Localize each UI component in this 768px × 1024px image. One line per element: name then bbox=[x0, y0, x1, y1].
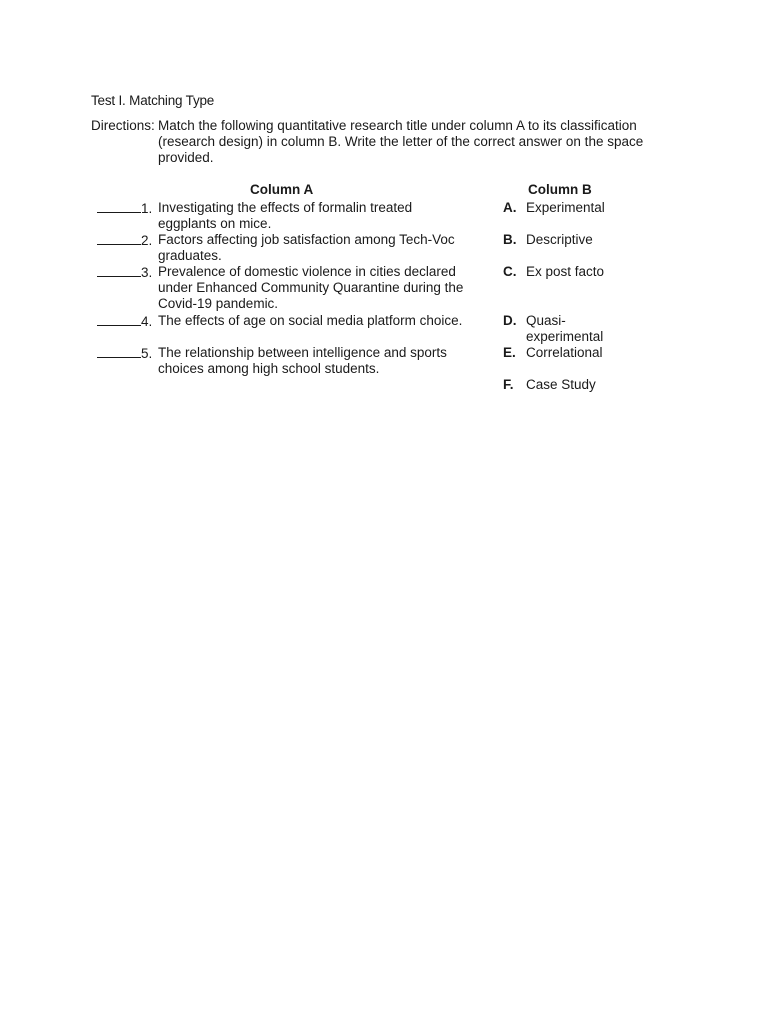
directions-line: provided. bbox=[158, 150, 214, 165]
directions-label: Directions: bbox=[91, 118, 155, 133]
answer-blank[interactable] bbox=[97, 232, 141, 245]
option-text: Descriptive bbox=[526, 232, 593, 247]
option-letter: B. bbox=[503, 232, 517, 247]
option-item bbox=[503, 232, 593, 248]
question-line: The relationship between intelligence and sports bbox=[158, 345, 447, 360]
question-line: Covid-19 pandemic. bbox=[158, 296, 279, 311]
question-item bbox=[97, 232, 455, 263]
option-item bbox=[503, 200, 605, 216]
question-line: Prevalence of domestic violence in cities declared bbox=[158, 264, 456, 279]
question-text bbox=[158, 232, 478, 264]
option-text: Experimental bbox=[526, 200, 605, 215]
answer-blank[interactable] bbox=[97, 345, 141, 358]
option-text: Correlational bbox=[526, 345, 603, 360]
question-text bbox=[158, 264, 478, 312]
option-letter: D. bbox=[503, 313, 517, 328]
question-line: choices among high school students. bbox=[158, 361, 380, 376]
option-text: Ex post facto bbox=[526, 264, 605, 279]
question-number: 5. bbox=[141, 346, 153, 361]
question-line: under Enhanced Community Quarantine during the bbox=[158, 280, 464, 295]
option-letter: A. bbox=[503, 200, 517, 215]
answer-blank[interactable] bbox=[97, 264, 141, 277]
question-text bbox=[158, 345, 478, 377]
question-line: The effects of age on social media platform choice. bbox=[158, 313, 463, 328]
directions-line: Match the following quantitative research title under column A to its classification bbox=[158, 118, 637, 133]
question-item bbox=[97, 345, 447, 376]
option-text: Case Study bbox=[526, 377, 596, 392]
question-number: 1. bbox=[141, 201, 153, 216]
question-line: eggplants on mice. bbox=[158, 216, 272, 231]
question-text bbox=[158, 200, 478, 232]
answer-blank[interactable] bbox=[97, 313, 141, 326]
option-item bbox=[503, 345, 603, 361]
question-number: 4. bbox=[141, 314, 153, 329]
column-b-header: Column B bbox=[528, 182, 592, 197]
question-text bbox=[158, 313, 478, 329]
question-item bbox=[97, 313, 463, 330]
option-line: Quasi- bbox=[526, 313, 566, 328]
option-item bbox=[503, 313, 604, 344]
option-text bbox=[526, 313, 636, 345]
directions-text bbox=[158, 118, 658, 166]
option-item bbox=[503, 377, 596, 393]
question-number: 3. bbox=[141, 265, 153, 280]
option-letter: E. bbox=[503, 345, 516, 360]
answer-blank[interactable] bbox=[97, 200, 141, 213]
option-letter: C. bbox=[503, 264, 517, 279]
directions-line: (research design) in column B. Write the letter of the correct answer on the space bbox=[158, 134, 644, 149]
option-line: experimental bbox=[526, 329, 604, 344]
column-a-header: Column A bbox=[250, 182, 314, 197]
question-line: graduates. bbox=[158, 248, 222, 263]
question-number: 2. bbox=[141, 233, 153, 248]
option-item bbox=[503, 264, 605, 280]
question-line: Factors affecting job satisfaction among Tech-Voc bbox=[158, 232, 455, 247]
question-item bbox=[97, 200, 413, 231]
option-letter: F. bbox=[503, 377, 514, 392]
page-title: Test I. Matching Type bbox=[91, 93, 215, 108]
question-line: Investigating the effects of formalin treated bbox=[158, 200, 413, 215]
question-item bbox=[97, 264, 464, 311]
